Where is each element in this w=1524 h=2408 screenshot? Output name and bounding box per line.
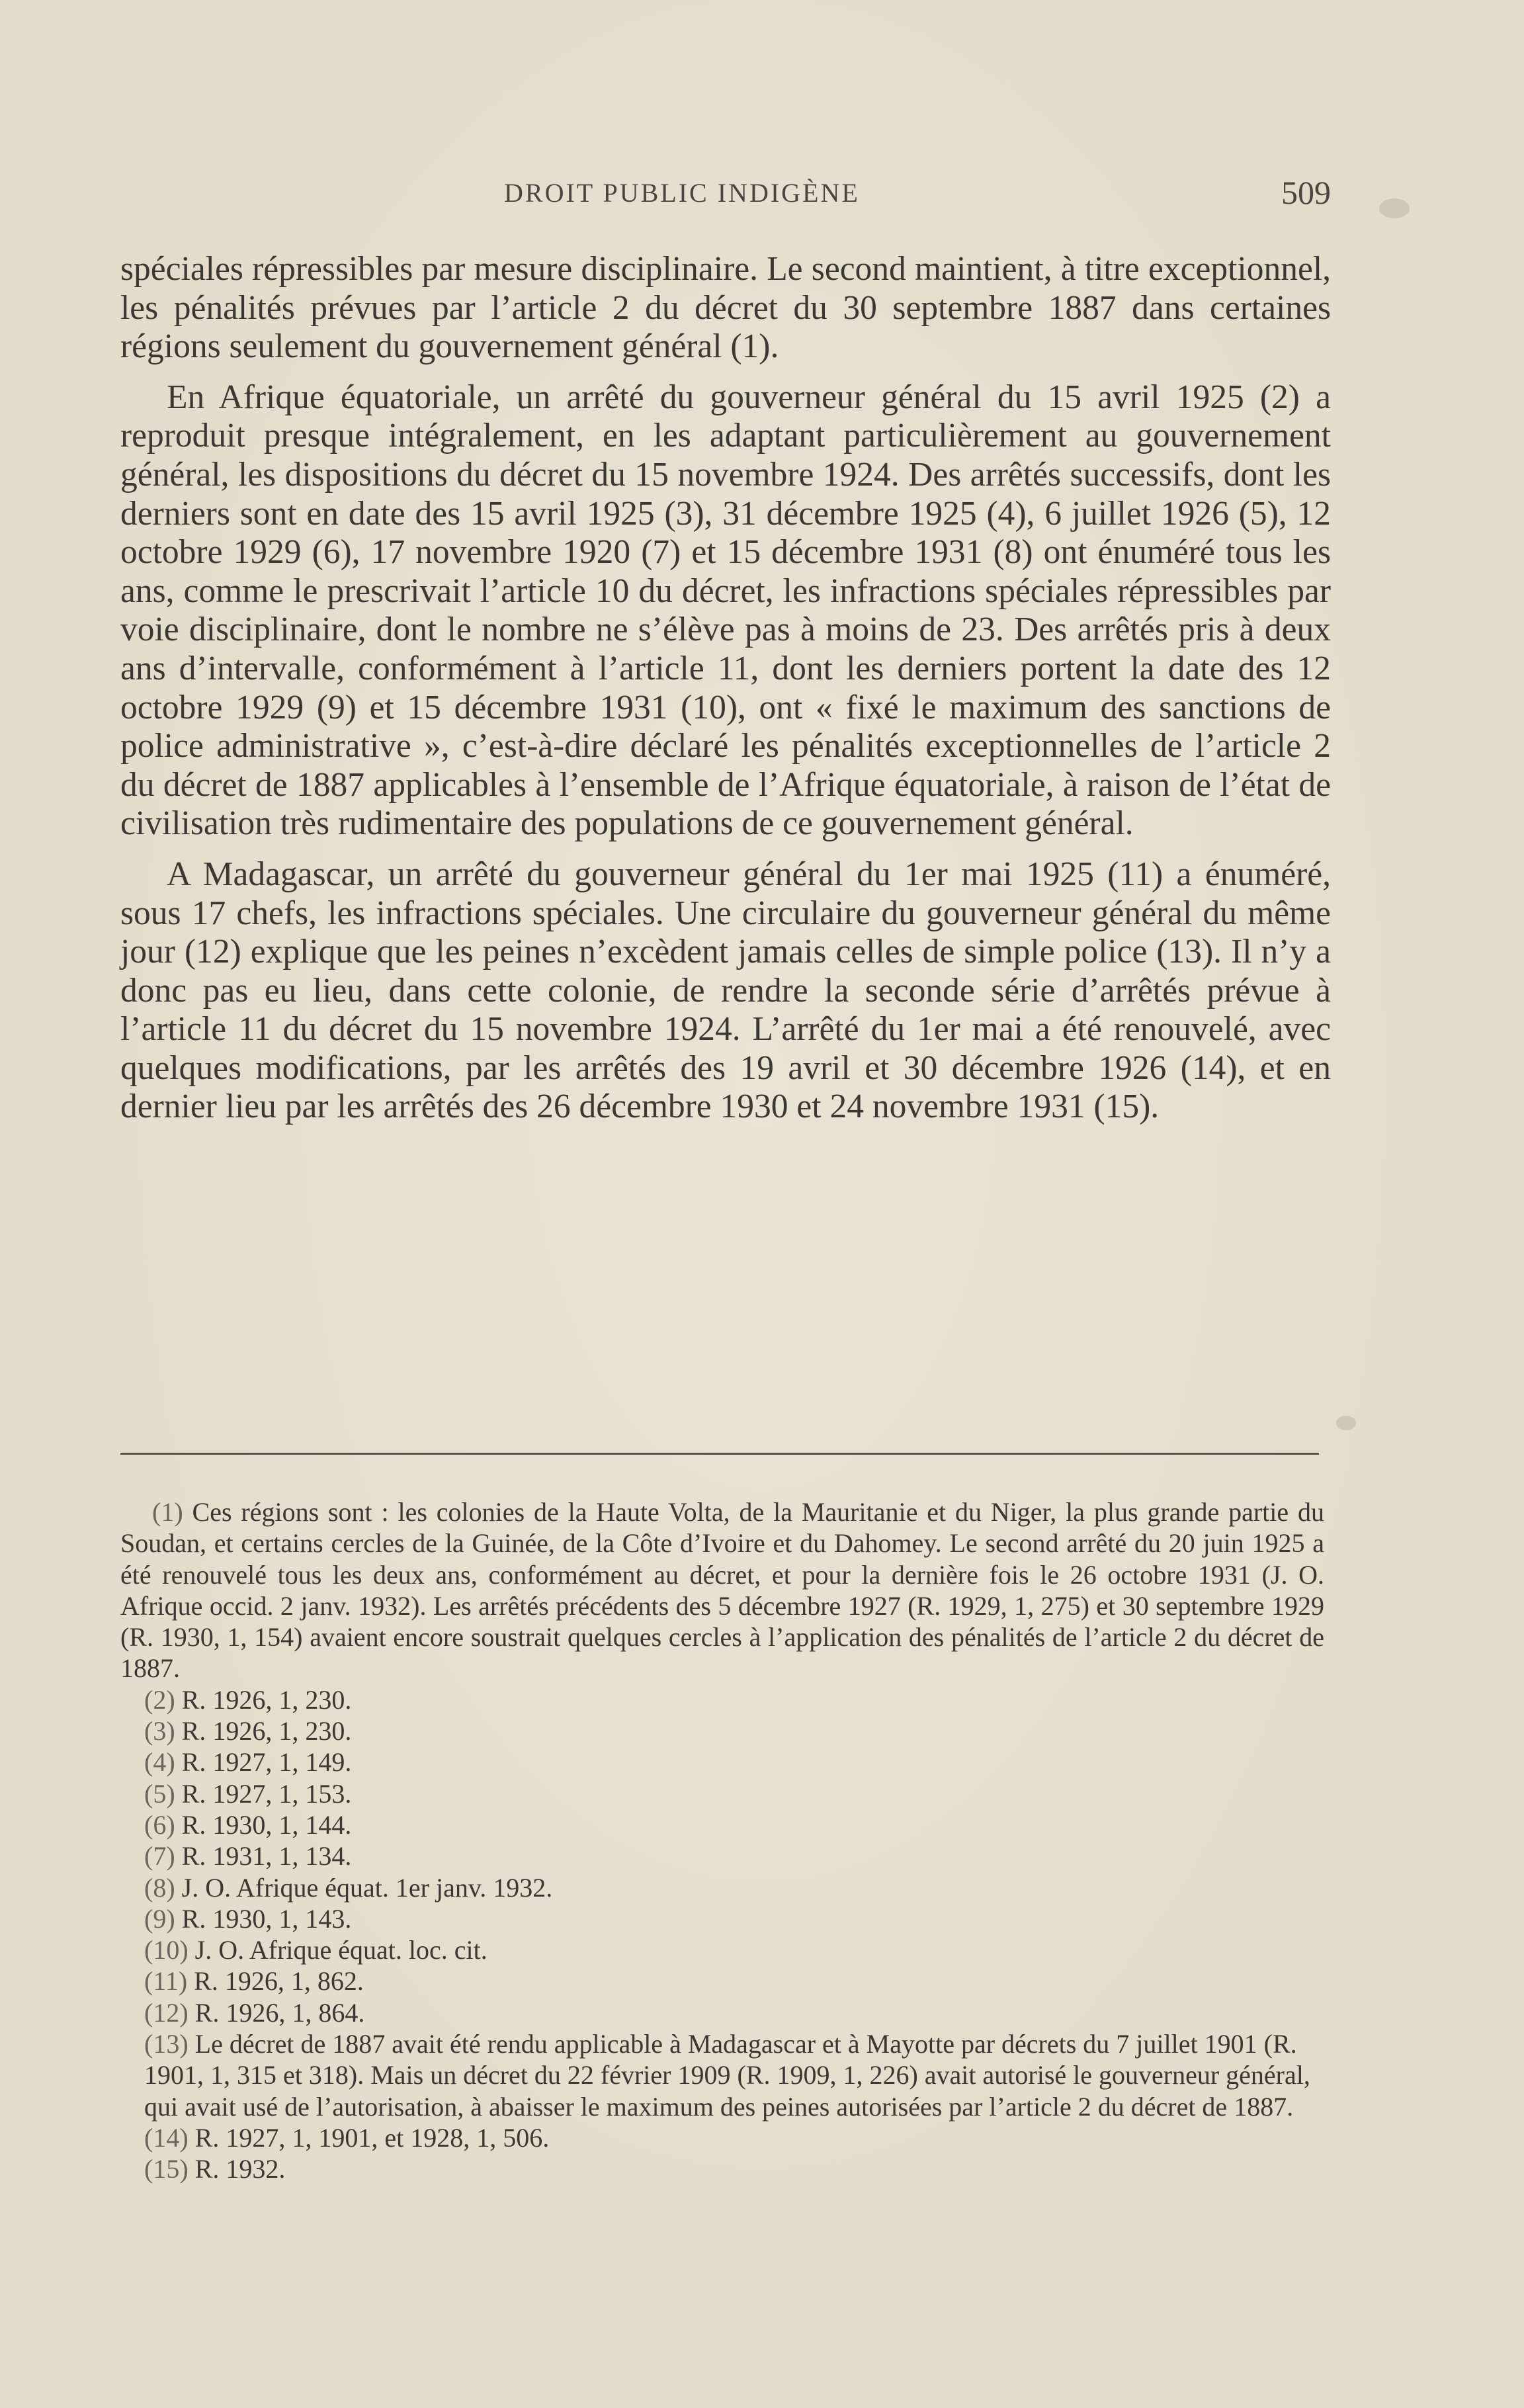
footnote: (13) Le décret de 1887 avait été rendu applicable à Madagascar et à Mayotte par décrets du 7 juillet 1901 (R. 1901, 1, 315 et 318). Mais un décret du 22 février 1909 (R. 1909, 1, 226) avait autorisé le gouverneur général, qui avait usé de l’autorisation, à abaisser le maximum des peines autorisées par l’article 2 du décret de 1887. (144, 2029, 1310, 2122)
footnote: (10) J. O. Afrique équat. loc. cit. (144, 1935, 487, 1965)
footnote: (7) R. 1931, 1, 134. (144, 1841, 352, 1871)
footnote: (8) J. O. Afrique équat. 1er janv. 1932. (144, 1872, 553, 1903)
paper-stain (1379, 198, 1410, 218)
footnote: (1) Ces régions sont : les colonies de la Haute Volta, de la Mauritanie et du Niger, la plus grande partie du Soudan, et certains cercles de la Guinée, de la Côte d’Ivoire et du Dahomey. Le second arrêté du 20 juin 1925 a été renouvelé tous les deux ans, conformément au décret, et pour la dernière fois le 26 octobre 1931 (J. O. Afrique occid. 2 janv. 1932). Les arrêtés précédents des 5 décembre 1927 (R. 1929, 1, 275) et 30 septembre 1929 (R. 1930, 1, 154) avaient encore soustrait quelques cercles à l’application des pénalités de l’article 2 du décret de 1887. (120, 1497, 1325, 1684)
footnote: (9) R. 1930, 1, 143. (144, 1903, 352, 1934)
running-title: DROIT PUBLIC INDIGÈNE (504, 178, 860, 208)
page-number: 509 (1281, 174, 1331, 211)
footnote: (3) R. 1926, 1, 230. (144, 1716, 352, 1746)
footnote-separator (120, 1453, 1319, 1455)
footnote: (12) R. 1926, 1, 864. (144, 1997, 365, 2028)
footnote: (11) R. 1926, 1, 862. (144, 1966, 364, 1997)
paragraph: spéciales répressibles par mesure disciplinaire. Le second maintient, à titre exceptionnel, les pénalités prévues par l’article 2 du décret du 30 septembre 1887 dans certaines régions seulement du gouvernement général (1). (120, 250, 1331, 366)
footnote: (5) R. 1927, 1, 153. (144, 1778, 352, 1809)
paragraph: En Afrique équatoriale, un arrêté du gouverneur général du 15 avril 1925 (2) a reproduit presque intégralement, en les adaptant particulièrement au gouvernement général, les dispositions du décret du 15 novembre 1924. Des arrêtés successifs, dont les derniers sont en date des 15 avril 1925 (3), 31 décembre 1925 (4), 6 juillet 1926 (5), 12 octobre 1929 (6), 17 novembre 1920 (7) et 15 décembre 1931 (8) ont énuméré tous les ans, comme le prescrivait l’article 10 du décret, les infractions spéciales répressibles par voie disciplinaire, dont le nombre ne s’élève pas à moins de 23. Des arrêtés pris à deux ans d’intervalle, conformément à l’article 11, dont les derniers portent la date des 12 octobre 1929 (9) et 15 décembre 1931 (10), ont « fixé le maximum des sanctions de police administrative », c’est-à-dire déclaré les pénalités exceptionnelles de l’article 2 du décret de 1887 applicables à l’ensemble de l’Afrique équatoriale, à raison de l’état de civilisation très rudimentaire des populations de ce gouvernement général. (120, 378, 1331, 843)
footnote: (2) R. 1926, 1, 230. (144, 1684, 352, 1715)
paper-stain (1336, 1416, 1356, 1430)
footnote: (4) R. 1927, 1, 149. (144, 1747, 352, 1778)
page-header (120, 174, 1331, 217)
footnote: (6) R. 1930, 1, 144. (144, 1809, 352, 1840)
footnote: (14) R. 1927, 1, 1901, et 1928, 1, 506. (144, 2122, 550, 2153)
footnote: (15) R. 1932. (144, 2154, 286, 2184)
paragraph: A Madagascar, un arrêté du gouverneur général du 1er mai 1925 (11) a énuméré, sous 17 chefs, les infractions spéciales. Une circulaire du gouverneur général du même jour (12) explique que les peines n’excèdent jamais celles de simple police (13). Il n’y a donc pas eu lieu, dans cette colonie, de rendre la seconde série d’arrêtés prévue à l’article 11 du décret du 15 novembre 1924. L’arrêté du 1er mai a été renouvelé, avec quelques modifications, par les arrêtés des 19 avril et 30 décembre 1926 (14), et en dernier lieu par les arrêtés des 26 décembre 1930 et 24 novembre 1931 (15). (120, 855, 1331, 1126)
main-text (120, 250, 1331, 1127)
footnotes (120, 1496, 1324, 2185)
